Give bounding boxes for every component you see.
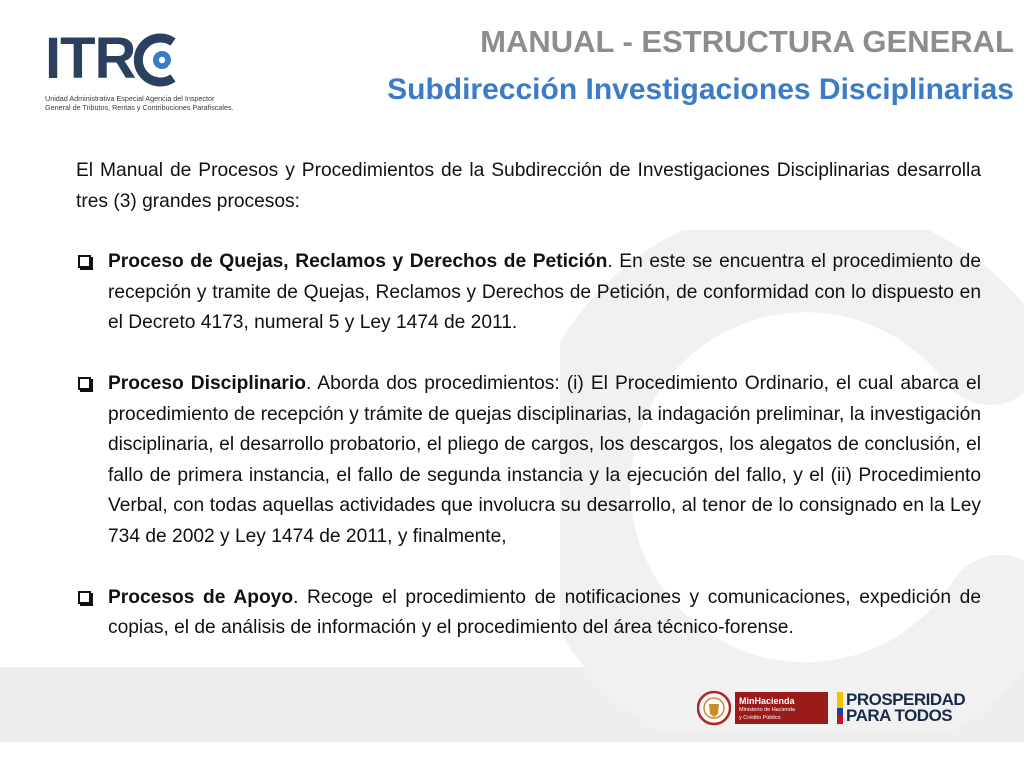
process-text: . En este se encuentra el procedimiento de recepción y tramite de Quejas, Reclamos y Derechos de Petición, de conformidad con lo dispuesto en el Decreto 4173, numeral 5 y Ley 1474 de 2011.: [108, 251, 981, 334]
page-subtitle: Subdirección Investigaciones Disciplinarias: [387, 73, 1014, 106]
logo-c-mark-icon: [133, 32, 183, 88]
page-title: MANUAL - ESTRUCTURA GENERAL: [480, 24, 1014, 59]
prosperidad-line2: PARA TODOS: [846, 706, 953, 725]
colombia-flag-icon: [837, 692, 843, 724]
minhacienda-logo: [735, 692, 828, 724]
process-title: Procesos de Apoyo: [108, 586, 294, 608]
process-title: Proceso de Quejas, Reclamos y Derechos de Petición: [108, 251, 608, 273]
process-item-apoyo: [76, 583, 981, 644]
checkbox-bullet-icon: [78, 255, 91, 268]
logo-word: ITR: [45, 26, 136, 91]
minhacienda-sub1: Ministerio de Hacienda: [739, 707, 795, 713]
process-item-disciplinario: [76, 369, 981, 553]
prosperidad-line1: PROSPERIDAD: [846, 690, 966, 709]
logo-subtitle-line2: General de Tributos, Rentas y Contribuciones Parafiscales.: [45, 103, 234, 112]
itrc-logo: [45, 26, 234, 112]
process-text: . Recoge el procedimiento de notificaciones y comunicaciones, expedición de copias, el de análisis de información y el procedimiento del área técnico-forense.: [108, 586, 982, 639]
colombia-seal-icon: [697, 690, 731, 726]
logo-subtitle-line1: Unidad Administrativa Especial Agencia del Inspector: [45, 94, 215, 103]
process-title: Proceso Disciplinario: [108, 372, 306, 394]
checkbox-bullet-icon: [78, 377, 91, 390]
minhacienda-sub2: y Crédito Público: [739, 714, 781, 721]
checkbox-bullet-icon: [78, 591, 91, 604]
minhacienda-title: MinHacienda: [739, 696, 795, 706]
body-content: [76, 156, 981, 644]
process-item-quejas: [76, 247, 981, 339]
prosperidad-text: [846, 692, 965, 724]
logo-subtitle: [45, 94, 234, 112]
intro-paragraph: El Manual de Procesos y Procedimientos de la Subdirección de Investigaciones Disciplinarias desarrolla tres (3) grandes procesos:: [76, 160, 981, 212]
process-text: . Aborda dos procedimientos: (i) El Procedimiento Ordinario, el cual abarca el procedimiento de recepción y trámite de quejas disciplinarias, la indagación preliminar, la investigación disciplinaria, el desarrollo probatorio, el pliego de cargos, los descargos, los alegatos de conclusión, el fallo de primera instancia, el fallo de segunda instancia y la ejecución del fallo, y el (ii) Procedimiento Verbal, con todas aquellas actividades que involucra su desarrollo, al tenor de lo consignado en la Ley 734 de 2002 y Ley 1474 de 2011, y finalmente,: [108, 372, 981, 547]
